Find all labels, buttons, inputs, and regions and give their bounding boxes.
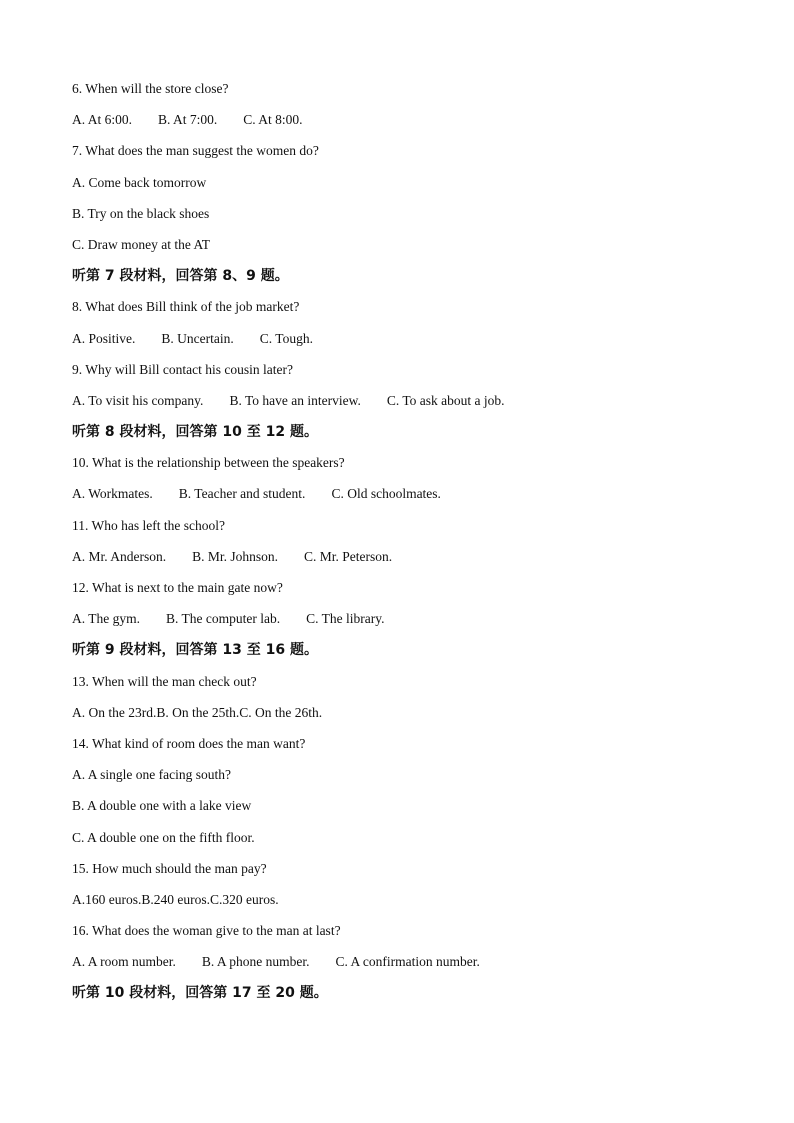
question-15: 15. How much should the man pay? <box>72 860 267 876</box>
question-14-option-c: C. A double one on the fifth floor. <box>72 829 255 845</box>
option-c: C. Old schoolmates. <box>331 486 441 502</box>
section-heading-9: 听第 9 段材料，回答第 13 至 16 题。 <box>72 642 318 659</box>
section-heading-7: 听第 7 段材料，回答第 8、9 题。 <box>72 268 289 285</box>
question-7-option-c: C. Draw money at the AT <box>72 236 210 252</box>
option-c: C. Mr. Peterson. <box>304 548 393 564</box>
question-9: 9. Why will Bill contact his cousin later? <box>72 361 293 377</box>
question-12: 12. What is next to the main gate now? <box>72 580 283 595</box>
option-a: A. Positive. <box>72 330 136 346</box>
option-a: A. The gym. <box>72 611 140 627</box>
exam-page <box>72 78 732 1014</box>
option-b: B. Uncertain. <box>161 330 234 346</box>
option-a: A. To visit his company. <box>72 392 204 408</box>
question-14-option-b: B. A double one with a lake view <box>72 798 252 814</box>
option-c: C. Tough. <box>259 330 313 346</box>
option-a: A. Workmates. <box>72 486 153 502</box>
option-a: A. Mr. Anderson. <box>72 548 167 564</box>
option-b: B. The computer lab. <box>166 611 281 627</box>
option-c: C. A confirmation number. <box>335 954 480 970</box>
question-10-options <box>72 483 732 514</box>
option-b: B. A phone number. <box>201 954 310 970</box>
section-heading-10: 听第 10 段材料，回答第 17 至 20 题。 <box>72 985 328 1002</box>
question-13-options: A. On the 23rd.B. On the 25th.C. On the 26th. <box>72 704 323 720</box>
section-heading-8: 听第 8 段材料，回答第 10 至 12 题。 <box>72 424 318 441</box>
question-7: 7. What does the man suggest the women do? <box>72 143 319 159</box>
question-9-options <box>72 390 732 421</box>
option-b: B. Teacher and student. <box>178 486 306 502</box>
option-a: A. At 6:00. <box>72 112 133 128</box>
option-a: A. A room number. <box>72 954 176 970</box>
question-14: 14. What kind of room does the man want? <box>72 735 306 751</box>
question-8-options <box>72 328 732 359</box>
question-16: 16. What does the woman give to the man at last? <box>72 923 341 939</box>
question-16-options <box>72 951 732 982</box>
option-c: C. The library. <box>306 611 385 627</box>
option-b: B. At 7:00. <box>158 112 218 128</box>
question-14-option-a: A. A single one facing south? <box>72 767 231 783</box>
option-b: B. Mr. Johnson. <box>192 548 279 564</box>
question-13: 13. When will the man check out? <box>72 673 257 689</box>
question-11: 11. Who has left the school? <box>72 517 225 533</box>
question-10: 10. What is the relationship between the speakers? <box>72 455 345 471</box>
option-c: C. At 8:00. <box>243 112 303 128</box>
question-6: 6. When will the store close? <box>72 81 229 96</box>
question-7-option-b: B. Try on the black shoes <box>72 205 210 221</box>
question-12-options <box>72 608 732 639</box>
question-11-options <box>72 546 732 577</box>
question-15-options: A.160 euros.B.240 euros.C.320 euros. <box>72 891 279 907</box>
question-7-option-a: A. Come back tomorrow <box>72 174 207 190</box>
question-6-options <box>72 109 732 140</box>
option-c: C. To ask about a job. <box>386 392 505 408</box>
option-b: B. To have an interview. <box>229 392 361 408</box>
question-8: 8. What does Bill think of the job market? <box>72 299 300 315</box>
